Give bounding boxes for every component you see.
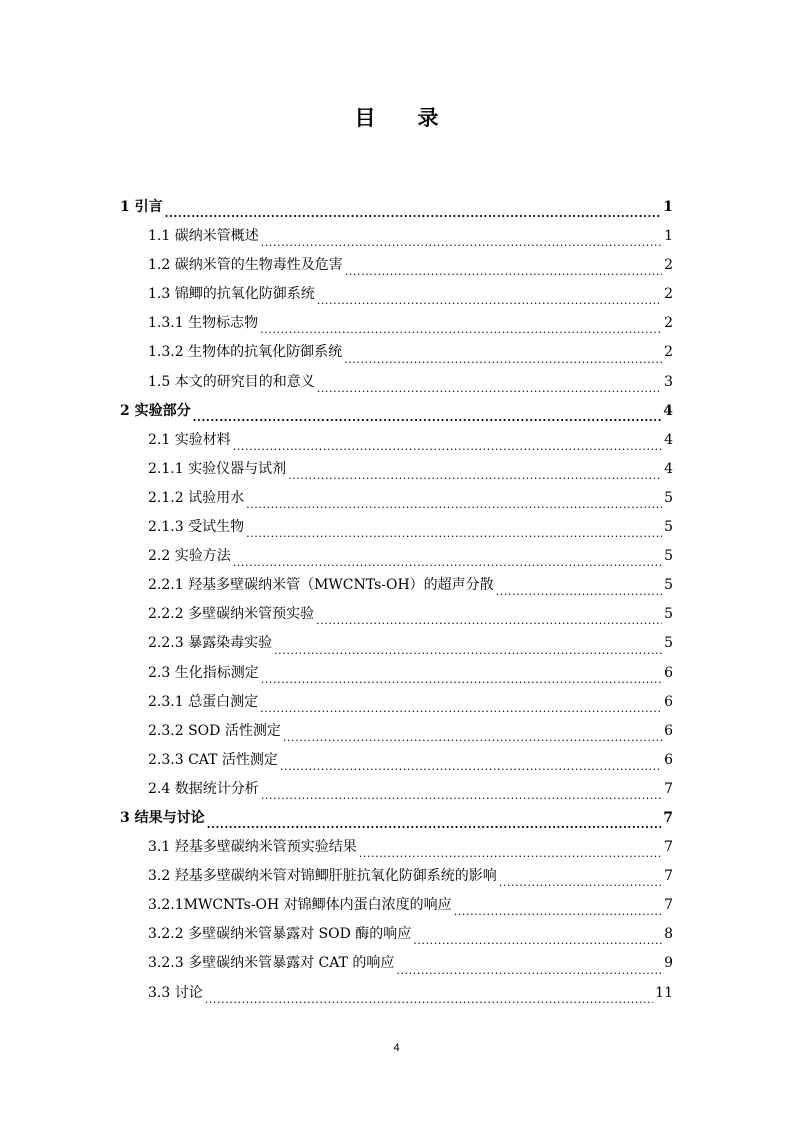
- toc-entry-page: 2: [664, 257, 673, 274]
- toc-entry-label: 2.1.1 实验仪器与试剂: [148, 460, 287, 477]
- toc-entry-label: 1.3.2 生物体的抗氧化防御系统: [148, 344, 343, 361]
- toc-entry[interactable]: [120, 746, 673, 775]
- toc-entry-label: 1.3 锦鲫的抗氧化防御系统: [148, 286, 315, 303]
- toc-dot-leader: [261, 222, 662, 251]
- toc-entry[interactable]: [120, 426, 673, 455]
- toc-dot-leader: [280, 746, 662, 775]
- toc-entry-page: 5: [664, 548, 673, 565]
- toc-dot-leader: [165, 193, 662, 222]
- toc-entry[interactable]: [120, 629, 673, 658]
- title-part-2: 录: [417, 105, 439, 130]
- toc-entry-label: 1.1 碳纳米管概述: [148, 228, 259, 245]
- toc-entry[interactable]: [120, 455, 673, 484]
- toc-entry[interactable]: [120, 775, 673, 804]
- toc-entry[interactable]: [120, 280, 673, 309]
- toc-entry[interactable]: [120, 542, 673, 571]
- toc-entry-page: 3: [664, 373, 673, 390]
- toc-entry-page: 2: [664, 344, 673, 361]
- toc-entry-page: 2: [664, 286, 673, 303]
- toc-dot-leader: [359, 833, 662, 862]
- toc-entry-label: 3.2.1MWCNTs-OH 对锦鲫体内蛋白浓度的响应: [148, 897, 452, 914]
- toc-dot-leader: [317, 368, 662, 397]
- toc-dot-leader: [205, 979, 653, 1008]
- toc-dot-leader: [288, 455, 662, 484]
- toc-entry[interactable]: [120, 193, 673, 222]
- title-part-1: 目: [354, 105, 376, 130]
- toc-entry[interactable]: [120, 862, 673, 891]
- toc-entry-label: 2.2.1 羟基多壁碳纳米管（MWCNTs-OH）的超声分散: [148, 577, 494, 594]
- toc-entry-page: 5: [664, 635, 673, 652]
- toc-entry[interactable]: [120, 804, 673, 833]
- toc-entry-label: 2.3.3 CAT 活性测定: [148, 751, 278, 768]
- toc-entry-label: 2.4 数据统计分析: [148, 780, 259, 797]
- table-of-contents: [120, 193, 673, 1008]
- toc-entry-page: 2: [664, 315, 673, 332]
- toc-entry-page: 5: [664, 489, 673, 506]
- toc-entry-label: 1 引言: [120, 199, 163, 215]
- toc-entry-label: 2.1.3 受试生物: [148, 519, 245, 536]
- toc-entry-label: 2.2.2 多壁碳纳米管预实验: [148, 606, 315, 623]
- toc-entry-label: 2.3 生化指标测定: [148, 664, 259, 681]
- toc-entry-page: 6: [664, 751, 673, 768]
- toc-entry-label: 3.2 羟基多壁碳纳米管对锦鲫肝脏抗氧化防御系统的影响: [148, 868, 497, 885]
- toc-entry-label: 2.2.3 暴露染毒实验: [148, 635, 273, 652]
- toc-dot-leader: [454, 891, 662, 920]
- toc-entry-page: 6: [664, 693, 673, 710]
- toc-dot-leader: [283, 717, 662, 746]
- toc-entry-label: 2.2 实验方法: [148, 548, 231, 565]
- toc-entry-page: 1: [663, 199, 673, 215]
- toc-entry[interactable]: [120, 571, 673, 600]
- toc-entry-label: 3.1 羟基多壁碳纳米管预实验结果: [148, 839, 357, 856]
- toc-dot-leader: [260, 309, 662, 338]
- toc-dot-leader: [345, 251, 662, 280]
- toc-entry[interactable]: [120, 920, 673, 949]
- toc-entry-label: 1.2 碳纳米管的生物毒性及危害: [148, 257, 343, 274]
- toc-entry[interactable]: [120, 949, 673, 978]
- toc-entry-page: 4: [664, 431, 673, 448]
- toc-entry-page: 4: [663, 402, 673, 419]
- footer-page-number: 4: [393, 1042, 400, 1054]
- toc-entry[interactable]: [120, 368, 673, 397]
- toc-entry[interactable]: [120, 397, 673, 426]
- toc-entry[interactable]: [120, 309, 673, 338]
- toc-entry-label: 2.1 实验材料: [148, 431, 231, 448]
- toc-entry-page: 5: [664, 606, 673, 623]
- toc-entry[interactable]: [120, 659, 673, 688]
- toc-entry-label: 2.3.2 SOD 活性测定: [148, 722, 281, 739]
- toc-dot-leader: [261, 775, 662, 804]
- toc-entry[interactable]: [120, 688, 673, 717]
- toc-entry-page: 7: [663, 809, 673, 826]
- toc-entry-page: 7: [664, 839, 673, 856]
- toc-dot-leader: [316, 600, 662, 629]
- toc-entry-page: 6: [664, 664, 673, 681]
- toc-entry-label: 3.2.3 多壁碳纳米管暴露对 CAT 的响应: [148, 955, 395, 972]
- toc-dot-leader: [499, 862, 662, 891]
- toc-entry-page: 4: [664, 460, 673, 477]
- toc-entry[interactable]: [120, 484, 673, 513]
- toc-entry-page: 1: [664, 228, 673, 245]
- toc-entry[interactable]: [120, 251, 673, 280]
- toc-dot-leader: [260, 688, 662, 717]
- toc-dot-leader: [233, 426, 662, 455]
- toc-dot-leader: [344, 338, 662, 367]
- toc-entry-page: 5: [664, 519, 673, 536]
- toc-dot-leader: [207, 804, 662, 833]
- toc-entry-label: 1.3.1 生物标志物: [148, 315, 259, 332]
- toc-dot-leader: [233, 542, 662, 571]
- toc-entry-label: 2.1.2 试验用水: [148, 489, 245, 506]
- toc-entry[interactable]: [120, 222, 673, 251]
- toc-entry-page: 7: [664, 780, 673, 797]
- toc-dot-leader: [261, 659, 662, 688]
- toc-dot-leader: [496, 571, 662, 600]
- toc-entry-label: 2 实验部分: [120, 402, 191, 419]
- toc-entry-label: 2.3.1 总蛋白测定: [148, 693, 259, 710]
- toc-entry-label: 3.3 讨论: [148, 984, 203, 1001]
- toc-dot-leader: [396, 949, 662, 978]
- toc-entry[interactable]: [120, 891, 673, 920]
- toc-entry-label: 3 结果与讨论: [120, 809, 205, 826]
- page-title: [0, 102, 793, 132]
- toc-dot-leader: [246, 484, 662, 513]
- toc-dot-leader: [246, 513, 662, 542]
- toc-entry[interactable]: [120, 717, 673, 746]
- toc-dot-leader: [274, 629, 662, 658]
- toc-dot-leader: [193, 397, 662, 426]
- toc-entry[interactable]: [120, 338, 673, 367]
- toc-entry-label: 1.5 本文的研究目的和意义: [148, 373, 315, 390]
- toc-entry-label: 3.2.2 多壁碳纳米管暴露对 SOD 酶的响应: [148, 926, 412, 943]
- toc-entry-page: 6: [664, 722, 673, 739]
- toc-entry[interactable]: [120, 833, 673, 862]
- toc-dot-leader: [317, 280, 662, 309]
- toc-entry[interactable]: [120, 600, 673, 629]
- toc-entry-page: 7: [664, 897, 673, 914]
- toc-entry-page: 8: [664, 926, 673, 943]
- toc-entry[interactable]: [120, 513, 673, 542]
- toc-entry-page: 5: [664, 577, 673, 594]
- toc-dot-leader: [413, 920, 662, 949]
- toc-entry-page: 7: [664, 868, 673, 885]
- toc-entry-page: 11: [655, 984, 673, 1001]
- toc-entry[interactable]: [120, 979, 673, 1008]
- toc-entry-page: 9: [664, 955, 673, 972]
